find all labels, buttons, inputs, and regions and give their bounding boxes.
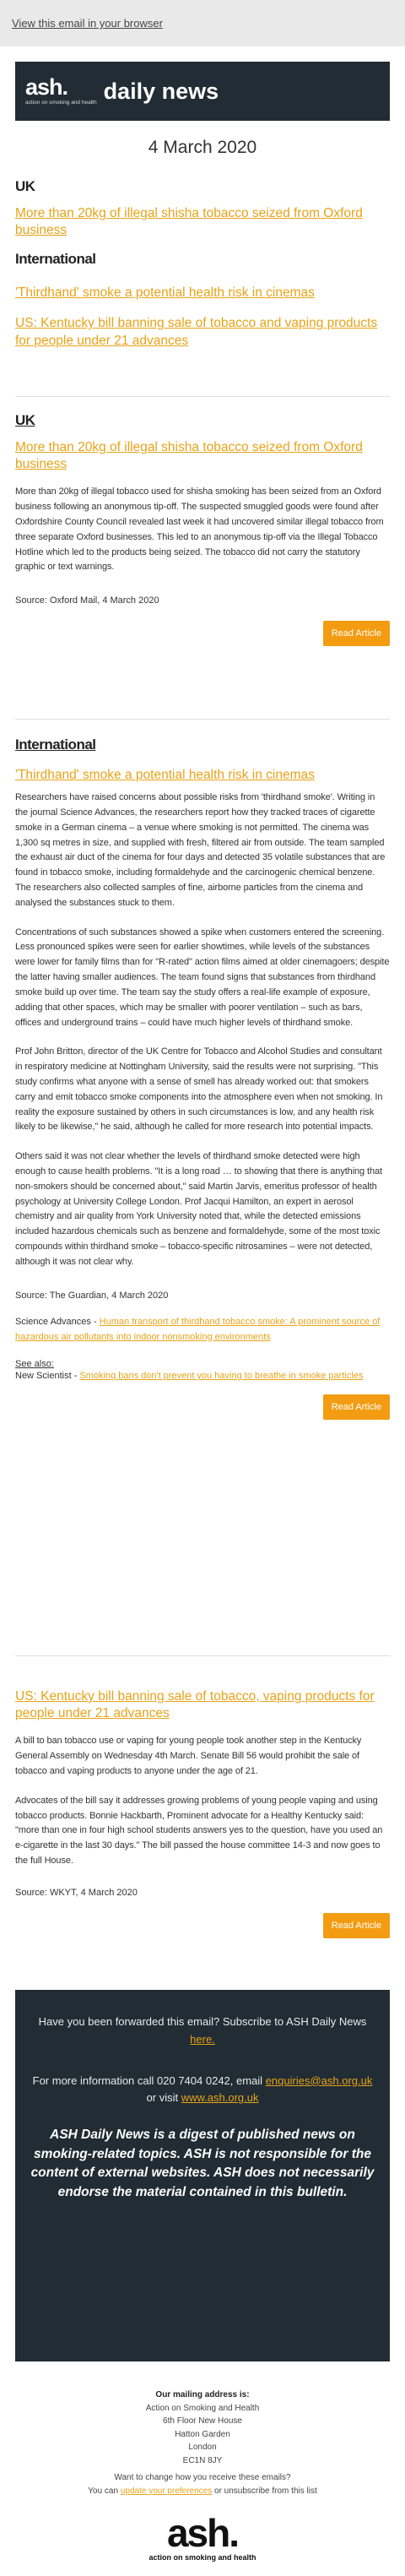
forward-notice [30,2014,375,2049]
subscribe-link[interactable]: here. [190,2032,215,2046]
index-link-thirdhand[interactable]: 'Thirdhand' smoke a potential health risk in cinemas [15,285,315,301]
footer-panel [15,1990,390,2361]
article-headline-link[interactable]: US: Kentucky bill banning sale of tobacco, vaping products for people under 21 advances [15,1689,375,1721]
article-paragraph: Researchers have raised concerns about possible risks from 'thirdhand smoke'. Writing in the journal Science Advances, the researchers report how they tracked traces of cigarette smoke in a German cinema – a venue where smoking is not permitted. The cinema was 1,300 sq metres in size, and supplied with fresh, filtered air from outside. The team sampled the exhaust air duct of the cinema for four days and detected 35 volatile substances that are found in tobacco smoke, including formaldehyde and the carcinogenic chemical benzene. The researchers also collected samples of fine, airborne particles from the cinema and analysed the substances stuck to them. [15,792,386,908]
unsubscribe-text: or unsubscribe from this list [212,2486,317,2496]
ash-logo-text: ash. [25,74,68,101]
article-source: Source: WKYT, 4 March 2020 [15,1887,138,1898]
article-paragraph: Advocates of the bill say it addresses growing problems of young people vaping and using tobacco products. Bonnie Hackbarth, Prominent advocate for a Healthy Kentucky said: "more than one in four high school students answers yes to the question, have you used an e-cigarette in the last 30 days." The bill passed the house committee 14-3 and now goes to the full House. [15,1795,383,1866]
prefs-prefix: You can [88,2486,121,2496]
forward-text: Have you been forwarded this email? Subscribe to ASH Daily News [38,2015,367,2028]
article-region-label: UK [15,412,35,428]
address-line: Action on Smoking and Health [145,2403,260,2413]
article-headline-link[interactable]: 'Thirdhand' smoke a potential health risk in cinemas [15,768,315,782]
read-article-button[interactable]: Read Article [323,1913,390,1938]
article-kentucky [15,1656,390,1990]
disclaimer: ASH Daily News is a digest of published news on smoking-related topics. ASH is not responsible for the content of external websites. ASH does not necessarily endorse the material contained in this bulletin. [30,2128,375,2199]
ash-logo [25,76,97,106]
masthead [15,62,390,121]
index-link-shisha[interactable]: More than 20kg of illegal shisha tobacco seized from Oxford business [15,206,363,238]
ash-logo-text: ash. [166,2511,239,2555]
article-paragraph: More than 20kg of illegal tobacco used for shisha smoking has been seized from an Oxford business following an anonymous tip-off. The suspected smuggled goods were found after Oxfordshire County Council revealed last week it had uncovered similar illegal tobacco from three separate Oxford businesses. This led to an anonymous tip-off via the Illegal Tobacco Hotline which led to the products being seized. The tobacco did not carry the statutory graphic or text warnings. [15,486,384,573]
address-line: 6th Floor New House [163,2416,242,2426]
website-link[interactable]: www.ash.org.uk [181,2091,259,2105]
index-link-kentucky[interactable]: US: Kentucky bill banning sale of tobacco and vaping products for people under 21 advances [15,316,378,348]
article-paragraph: Others said it was not clear whether the levels of thirdhand smoke detected were high enough to cause health problems. "It is a long road … to showing that there is anything that non-smokers should be concerned about," said Martin Jarvis, emeritus professor of health psychology at University College London. Prof Jacqui Hamilton, an expert in aerosol chemistry and air quality from York University noted that, while the detected emissions included hazardous chemicals such as benzene and formaldehyde, some of the most toxic compounds within thirdhand smoke – tobacco-specific nitrosamines – were not detected, although it was not clear why. [15,1151,382,1267]
contact-text: For more information call 020 7404 0242, email [32,2073,266,2087]
index-region-uk: UK [15,178,35,194]
article-paragraph: Concentrations of such substances showed a spike when customers entered the screening. Less pronounced spikes were seen for earlier showtimes, while levels of the substances were lower for family films than for "R-rated" action films aimed at older cinemagoers; despite the latter having smaller audiences. The team found signs that substances from thirdhand smoke build up over time. The team say the study offers a real-life example of exposure, adding that other spaces, which may be smaller with poorer ventilation – such as bars, offices and underground trains – could have much higher levels of thirdhand smoke. [15,927,390,1028]
footer-logo-area [0,2508,405,2576]
new-scientist-link[interactable]: Smoking bans don't prevent you having to breathe in smoke particles [79,1371,364,1382]
article-region-label: International [15,736,96,753]
article-paragraph: Prof John Britton, director of the UK Centre for Tobacco and Alcohol Studies and consultant in respiratory medicine at Nottingham University, said the results were not surprising. "This study confirms what anyone with a sense of smell has already worked out: that smokers carry and emit tobacco smoke components into the atmosphere even when not smoking. In reality the exposure sustained by others in such circumstances is low, and any health risk likely to be likewise," he said, although he called for more research into potential impacts. [15,1046,383,1133]
read-article-button[interactable]: Read Article [323,1394,390,1420]
address-line: London [188,2443,217,2452]
related-new-scientist [15,1371,390,1381]
ash-logo-subtitle: action on smoking and health [25,100,97,106]
ash-logo-subtitle: action on smoking and health [148,2553,256,2562]
newsletter-title: daily news [103,78,219,104]
read-article-button[interactable]: Read Article [323,621,390,646]
email-link[interactable]: enquiries@ash.org.uk [265,2073,373,2087]
article-source: Source: The Guardian, 4 March 2020 [15,1290,169,1301]
contact-or-visit: or visit [146,2091,181,2105]
article-headline-link[interactable]: More than 20kg of illegal shisha tobacco seized from Oxford business [15,440,363,472]
see-also-label: See also: [15,1359,54,1370]
science-advances-link[interactable]: Human transport of thirdhand tobacco smoke: A prominent source of hazardous air pollutants into indoor nonsmoking environments [15,1316,381,1342]
related-prefix: New Scientist - [15,1371,80,1382]
update-preferences-link[interactable]: update your preferences [120,2486,213,2496]
change-prompt: Want to change how you receive these emails? [114,2473,291,2482]
contact-info [30,2073,375,2108]
footer-address-block [0,2361,405,2471]
index-section [15,178,390,396]
ash-footer-logo [148,2511,256,2576]
address-line: Hatton Garden [175,2429,230,2439]
view-in-browser-link[interactable]: View this email in your browser [12,17,163,30]
preferences-block [0,2471,405,2508]
index-region-international: International [15,251,96,268]
article-thirdhand [15,720,390,1655]
article-paragraph: A bill to ban tobacco use or vaping for young people took another step in the Kentucky General Assembly on Wednesday 4th March. Senate Bill 56 would prohibit the sale of tobacco and vaping products to anyone under the age of 21. [15,1736,362,1776]
article-shisha [15,397,390,719]
mailing-label: Our mailing address is: [155,2390,250,2399]
related-prefix: Science Advances - [15,1316,100,1327]
address-line: EC1N 8JY [182,2455,223,2465]
issue-date: 4 March 2020 [148,138,257,157]
article-source: Source: Oxford Mail, 4 March 2020 [15,595,159,606]
related-science-advances [15,1315,390,1345]
preheader-bar [0,0,405,46]
